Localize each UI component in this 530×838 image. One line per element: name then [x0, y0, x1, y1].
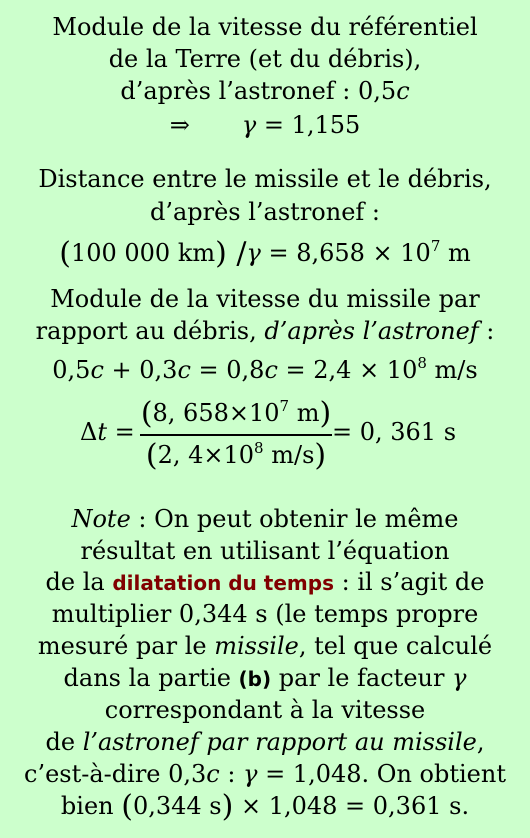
exponent: 7 [430, 237, 441, 255]
equation-rhs: = 0, 361 s [332, 418, 457, 446]
text: 0,5 [52, 356, 91, 384]
text: multiplier 0,344 s (le temps propre [51, 600, 479, 628]
delta-symbol: Δ [80, 418, 98, 446]
note-line10 [0, 791, 530, 822]
equation-lhs [80, 418, 135, 446]
text: rapport au débris, [35, 317, 265, 345]
fraction-denominator [140, 438, 332, 473]
text: de [45, 728, 83, 756]
text: par le facteur [271, 664, 453, 692]
note-line6 [0, 663, 530, 694]
text: m [289, 399, 320, 427]
paren: ) [221, 789, 234, 824]
gamma-symbol: γ [246, 239, 261, 267]
block1-line1 [0, 12, 530, 42]
text: m [440, 239, 471, 267]
implies-arrow: ⇒ [169, 111, 190, 139]
paren: ) [314, 438, 327, 473]
text: d’après l’astronef : 0,5 [120, 77, 397, 105]
text: Module de la vitesse du missile par [50, 285, 480, 313]
paren: ( [145, 438, 158, 473]
italic-text: d’après l’astronef [264, 317, 479, 345]
exponent: 8 [417, 354, 427, 372]
text: : [478, 317, 495, 345]
text: = 2,4 × 10 [277, 356, 418, 384]
text: = 1,048. On obtient [257, 760, 506, 788]
paren: ) [319, 396, 332, 431]
note-line8 [0, 727, 530, 757]
text: : On peut obtenir le même [130, 505, 459, 533]
block2-line2 [0, 197, 530, 227]
text: d’après l’astronef : [149, 198, 381, 226]
paren: ( [121, 789, 133, 824]
paren: ( [59, 236, 71, 271]
fraction-numerator [140, 396, 332, 431]
gamma-symbol: γ [243, 760, 258, 788]
c-symbol: c [177, 356, 191, 384]
text: résultat en utilisant l’équation [80, 537, 450, 565]
glossary-term-link[interactable]: dilatation du temps [112, 571, 334, 595]
text: 100 000 km [70, 239, 216, 267]
note-line4 [0, 599, 530, 629]
note-line3 [0, 567, 530, 598]
block2-line3 [0, 231, 530, 269]
block1-line2 [0, 44, 530, 74]
block1-line4 [0, 110, 530, 140]
italic-text: missile [214, 632, 299, 660]
text: : [219, 760, 244, 788]
text: , tel que calculé [298, 632, 493, 660]
gamma-symbol: γ [241, 111, 257, 139]
text: Distance entre le missile et le débris, [38, 165, 492, 193]
note-line7 [0, 695, 530, 725]
note-line9 [0, 759, 530, 789]
text: , [476, 728, 485, 756]
text: 2, 4×10 [157, 441, 255, 469]
text: m/s [426, 356, 478, 384]
t-symbol: t [97, 418, 107, 446]
text: : il s’agit de [333, 568, 485, 596]
note-line2 [0, 536, 530, 566]
text: × 1,048 = 0,361 s. [233, 792, 470, 820]
block3-line2 [0, 316, 530, 346]
text: m/s [263, 441, 315, 469]
text: c’est-à-dire 0,3 [24, 760, 207, 788]
text: 0,344 s [132, 792, 222, 820]
exponent: 8 [254, 439, 264, 457]
slash: / [226, 236, 247, 271]
block2-line1 [0, 164, 530, 194]
paren: ( [140, 396, 153, 431]
note-line1 [0, 504, 530, 534]
part-reference: (b) [238, 667, 272, 691]
text: de la [45, 568, 113, 596]
block3-line1 [0, 284, 530, 314]
c-symbol: c [90, 356, 104, 384]
note-line5 [0, 631, 530, 661]
text: bien [60, 792, 122, 820]
italic-text: Note [71, 505, 131, 533]
block3-line3 [0, 348, 530, 385]
gamma-symbol: γ [452, 664, 467, 692]
text: correspondant à la vitesse [104, 696, 426, 724]
text: mesuré par le [37, 632, 215, 660]
text: = 8,658 × 10 [260, 239, 431, 267]
text: 8, 658×10 [152, 399, 280, 427]
text: Module de la vitesse du référentiel [52, 13, 478, 41]
paren: ) [215, 236, 227, 271]
italic-text: l’astronef par rapport au missile [82, 728, 477, 756]
exponent: 7 [279, 397, 290, 415]
text: de la Terre (et du débris), [108, 45, 422, 73]
c-symbol: c [396, 77, 410, 105]
c-symbol: c [264, 356, 278, 384]
fraction-bar [140, 434, 332, 436]
text: = [107, 418, 135, 446]
c-symbol: c [206, 760, 220, 788]
text: = 0,8 [190, 356, 265, 384]
text: + 0,3 [103, 356, 178, 384]
text: dans la partie [63, 664, 239, 692]
block1-line3 [0, 76, 530, 106]
text: = 1,155 [256, 111, 361, 139]
delta-t-equation [0, 396, 530, 472]
